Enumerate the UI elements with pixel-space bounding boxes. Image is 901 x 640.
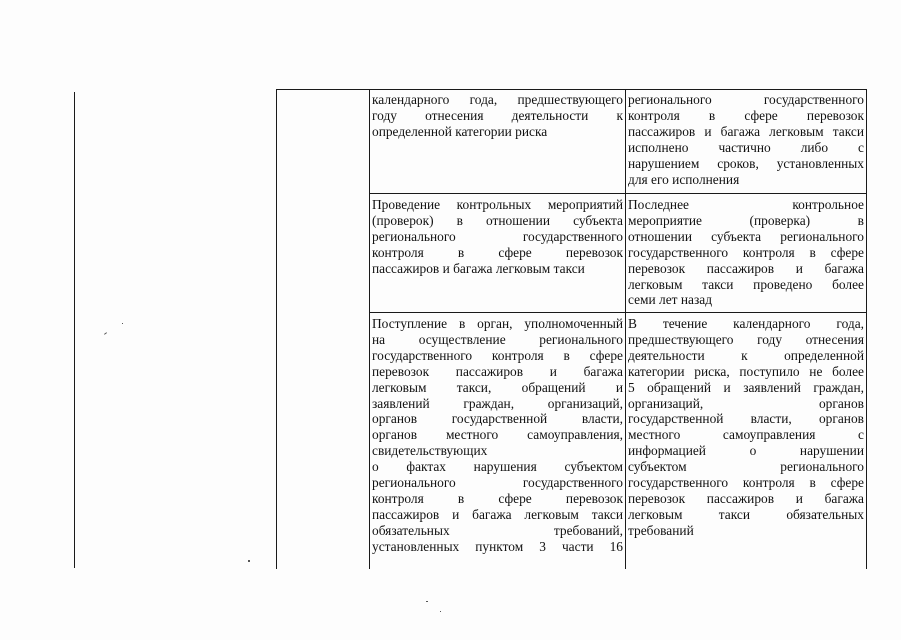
row1-left-cell: [372, 92, 623, 192]
text-line: организаций, органов: [628, 395, 864, 411]
text-line: Поступление в орган, уполномоченный: [372, 316, 623, 331]
scan-speck: [440, 611, 441, 612]
scan-speck: [426, 601, 428, 602]
text-line: государственного контроля в сфере: [372, 347, 623, 363]
text-line: (проверок) в отношении субъекта: [372, 212, 623, 228]
text-line: 5 обращений и заявлений граждан,: [628, 379, 864, 395]
row3-right-cell: [628, 316, 864, 568]
row2-left-cell: [372, 197, 623, 311]
text-line: органов государственной власти,: [372, 411, 623, 427]
text-line: регионального государственного: [372, 228, 623, 244]
scan-speck: [248, 560, 250, 562]
text-line: году отнесения деятельности к: [372, 107, 623, 123]
row3-left-cell: [372, 316, 623, 568]
text-line: пассажиров и багажа легковым такси: [372, 260, 585, 276]
table-border-top: [276, 89, 867, 90]
margin-rule: [74, 92, 75, 568]
text-line: семи лет назад: [628, 292, 713, 308]
text-line: заявлений граждан, организаций,: [372, 395, 623, 411]
text-line: обязательных требований,: [372, 522, 623, 538]
row-divider-2: [369, 312, 867, 313]
text-line: для его исполнения: [628, 171, 740, 187]
text-line: легковым такси, обращений и: [372, 379, 623, 395]
row1-right-cell: [628, 92, 864, 192]
text-line: субъектом регионального: [628, 459, 864, 475]
text-line: определенной категории риска: [372, 123, 548, 139]
text-line: органов местного самоуправления,: [372, 427, 623, 443]
text-line: контроля в сфере перевозок: [628, 107, 864, 123]
text-line: свидетельствующих: [372, 443, 488, 459]
text-line: деятельности к определенной: [628, 347, 864, 363]
row-divider-1: [369, 193, 867, 194]
text-line: перевозок пассажиров и багажа: [372, 363, 623, 379]
text-line: регионального государственного: [372, 475, 623, 491]
text-line: В течение календарного года,: [628, 316, 864, 331]
text-line: установленных пунктом 3 части 16: [372, 538, 623, 554]
text-line: регионального государственного: [628, 92, 864, 107]
row2-right-cell: [628, 197, 864, 311]
text-line: государственного контроля в сфере: [628, 475, 864, 491]
text-line: нарушением сроков, установленных: [628, 155, 864, 171]
text-line: легковым такси обязательных: [628, 506, 864, 522]
text-line: легковым такси проведено более: [628, 276, 864, 292]
text-line: местного самоуправления с: [628, 427, 864, 443]
table-border-col2: [369, 89, 370, 569]
text-line: государственной власти, органов: [628, 411, 864, 427]
text-line: контроля в сфере перевозок: [372, 244, 623, 260]
text-line: контроля в сфере перевозок: [372, 490, 623, 506]
text-line: календарного года, предшествующего: [372, 92, 623, 107]
text-line: на осуществление регионального: [372, 331, 623, 347]
text-line: о фактах нарушения субъектом: [372, 459, 623, 475]
text-line: Последнее контрольное: [628, 197, 864, 212]
text-line: предшествующего году отнесения: [628, 331, 864, 347]
text-line: пассажиров и багажа легковым такси: [628, 123, 864, 139]
text-line: государственного контроля в сфере: [628, 244, 864, 260]
scan-speck: [104, 332, 107, 335]
text-line: пассажиров и багажа легковым такси: [372, 506, 623, 522]
text-line: перевозок пассажиров и багажа: [628, 260, 864, 276]
table-border-left: [276, 89, 277, 569]
text-line: категории риска, поступило не более: [628, 363, 864, 379]
scan-speck: [122, 323, 123, 324]
text-line: отношении субъекта регионального: [628, 228, 864, 244]
table-border-right: [866, 89, 867, 569]
text-line: информацией о нарушении: [628, 443, 864, 459]
text-line: мероприятие (проверка) в: [628, 212, 864, 228]
text-line: перевозок пассажиров и багажа: [628, 490, 864, 506]
text-line: Проведение контрольных мероприятий: [372, 197, 623, 212]
text-line: требований: [628, 522, 694, 538]
text-line: исполнено частично либо с: [628, 139, 864, 155]
table-border-col3: [625, 89, 626, 569]
